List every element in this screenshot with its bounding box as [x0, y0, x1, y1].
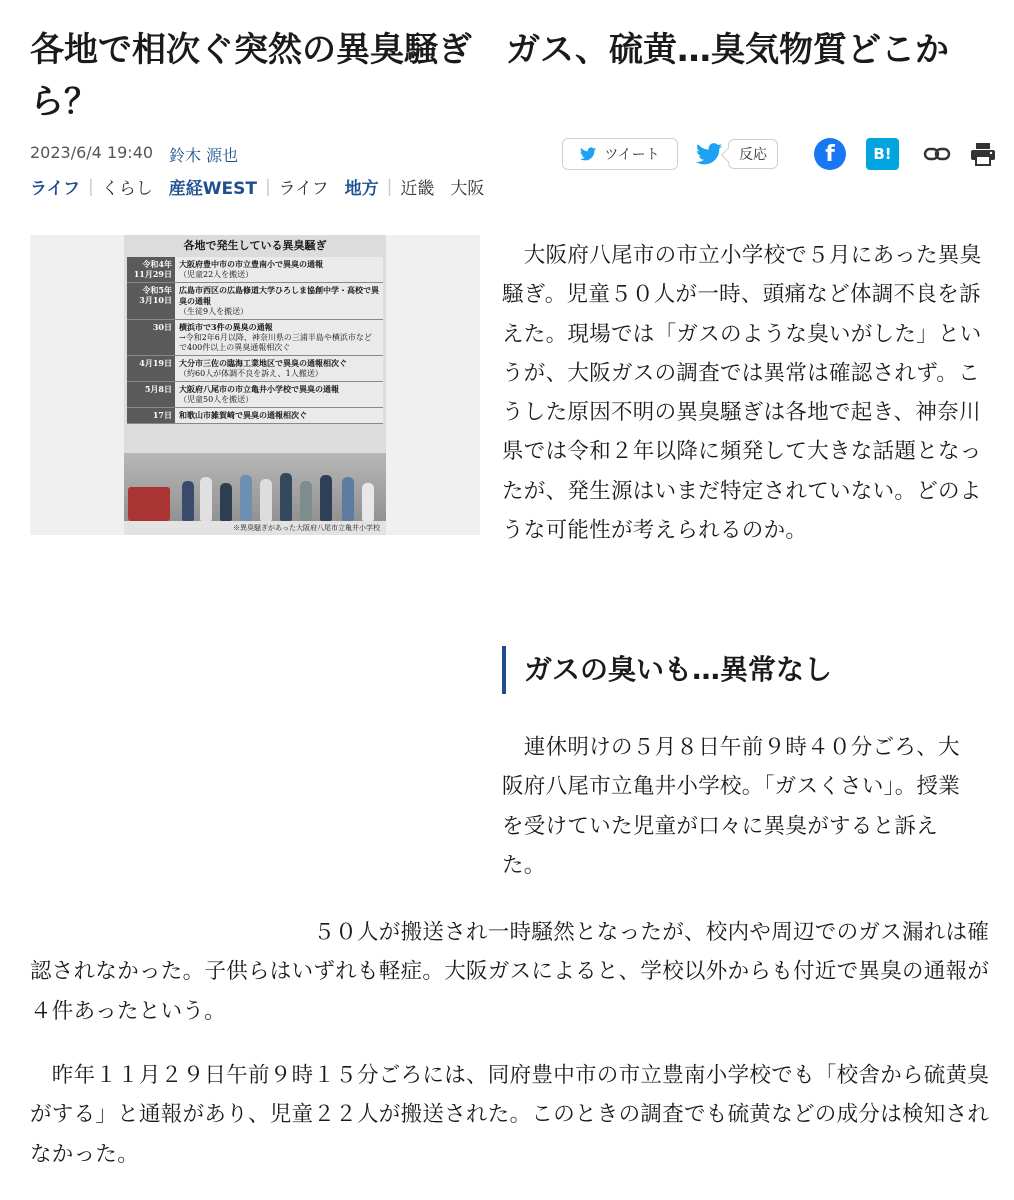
row-event: 大阪府八尾市の市立亀井小学校で異臭の通報	[179, 384, 339, 394]
tag-separator: |	[386, 176, 393, 197]
publish-date: 2023/6/4 19:40	[30, 143, 154, 162]
article-image[interactable]	[30, 235, 480, 535]
incident-table-graphic	[124, 235, 386, 535]
row-date: 5月8日	[127, 382, 175, 408]
tag-link[interactable]: くらし	[101, 179, 153, 199]
person-shape	[320, 475, 332, 521]
row-text	[175, 320, 383, 356]
row-text	[175, 408, 383, 424]
body-paragraph: 昨年１１月２９日午前９時１５分ごろには、同府豊中市の市立豊南小学校でも「校舎から硫黄臭がする」と通報があり、児童２２人が搬送された。このときの調査でも硫黄などの成分は検知されなかった。	[30, 1063, 990, 1167]
image-caption: ※異臭騒ぎがあった大阪府八尾市立亀井小学校	[124, 521, 386, 535]
fire-truck-shape	[128, 487, 170, 521]
row-date: 4月19日	[127, 356, 175, 382]
tag-separator: |	[264, 176, 271, 197]
person-shape	[182, 481, 194, 521]
tag-separator: |	[87, 176, 94, 197]
person-shape	[220, 483, 232, 521]
body-paragraph: ５０人が搬送され一時騒然となったが、校内や周辺でのガス漏れは確認されなかった。子供らはいずれも軽症。大阪ガスによると、学校以外からも付近で異臭の通報が４件あったという。	[30, 920, 990, 1024]
table-row	[127, 408, 383, 424]
table-row	[127, 382, 383, 408]
row-event: 横浜市で3件の異臭の通報	[179, 322, 273, 332]
author-link[interactable]: 鈴木 源也	[169, 146, 239, 165]
body-paragraph: 大阪府八尾市の市立小学校で５月にあった異臭騒ぎ。児童５０人が一時、頭痛など体調不良を訴えた。現場では「ガスのような臭いがした」というが、大阪ガスの調査では異常は確認されず。こうした原因不明の異臭騒ぎは各地で起き、神奈川県では令和２年以降に頻発して大きな話題となったが、発生源はいまだ特定されていない。どのような可能性が考えられるのか。	[502, 243, 982, 544]
person-shape	[200, 477, 212, 521]
tweet-button[interactable]	[562, 138, 678, 170]
graphic-title: 各地で発生している異臭騒ぎ	[183, 239, 327, 252]
row-event: 大阪府豊中市の市立豊南小で異臭の通報	[179, 259, 323, 269]
body-paragraph: 連休明けの５月８日午前９時４０分ごろ、大阪府八尾市立亀井小学校。「ガスくさい」。授業を受けていた児童が口々に異臭がすると訴えた。	[502, 735, 961, 878]
article-title: 各地で相次ぐ突然の異臭騒ぎ ガス、硫黄…臭気物質どこから？	[30, 30, 950, 122]
row-event: 和歌山市雑賀崎で異臭の通報相次ぐ	[179, 410, 307, 420]
row-date: 令和5年 3月10日	[127, 283, 175, 320]
facebook-icon: f	[825, 141, 835, 167]
row-event: 広島市西区の広島修道大学ひろしま協創中学・高校で異臭の通報	[179, 285, 379, 306]
hatena-bookmark-button[interactable]	[866, 138, 899, 170]
tag-list	[30, 174, 484, 199]
row-text	[175, 283, 383, 320]
row-event: 大分市三佐の臨海工業地区で異臭の通報相次ぐ	[179, 358, 347, 368]
person-shape	[342, 477, 354, 521]
person-shape	[260, 479, 272, 521]
reaction-label: 反応	[728, 139, 778, 169]
row-text	[175, 356, 383, 382]
person-shape	[300, 481, 312, 521]
printer-icon	[970, 142, 996, 166]
tag-link[interactable]: 近畿	[400, 179, 435, 199]
twitter-bird-icon	[696, 143, 722, 165]
tag-link[interactable]: 地方	[344, 179, 379, 199]
article-meta	[30, 143, 238, 166]
row-date: 30日	[127, 320, 175, 356]
twitter-reaction-button[interactable]	[696, 138, 778, 170]
person-shape	[280, 473, 292, 521]
row-text	[175, 257, 383, 283]
facebook-share-button[interactable]	[814, 138, 846, 170]
row-date: 17日	[127, 408, 175, 424]
tag-link[interactable]: 大阪	[450, 179, 485, 199]
row-date: 令和4年 11月29日	[127, 257, 175, 283]
incident-table	[127, 257, 383, 424]
row-note: （約60人が体調不良を訴え、1人搬送）	[179, 369, 323, 378]
row-note: （児童22人を搬送）	[179, 270, 254, 279]
row-note: →令和2年6月以降、神奈川県の三浦半島や横浜市などで400件以上の異臭通報相次ぐ	[179, 333, 372, 352]
table-row	[127, 356, 383, 382]
table-row	[127, 283, 383, 320]
table-row	[127, 257, 383, 283]
row-note: （生徒9人を搬送）	[179, 307, 249, 316]
row-note: （児童50人を搬送）	[179, 395, 254, 404]
link-icon	[923, 146, 951, 162]
section-heading: ガスの臭いも…異常なし	[502, 646, 832, 694]
tag-link[interactable]: 産経WEST	[168, 179, 257, 199]
tweet-label: ツイート	[604, 147, 660, 163]
table-row	[127, 320, 383, 356]
row-text	[175, 382, 383, 408]
print-button[interactable]	[966, 138, 1000, 170]
person-shape	[240, 475, 252, 521]
twitter-bird-icon	[580, 147, 596, 161]
person-shape	[362, 483, 374, 521]
tag-link[interactable]: ライフ	[30, 179, 80, 199]
copy-link-button[interactable]	[920, 138, 954, 170]
hatena-icon: B!	[873, 145, 892, 163]
tag-link[interactable]: ライフ	[278, 179, 329, 199]
